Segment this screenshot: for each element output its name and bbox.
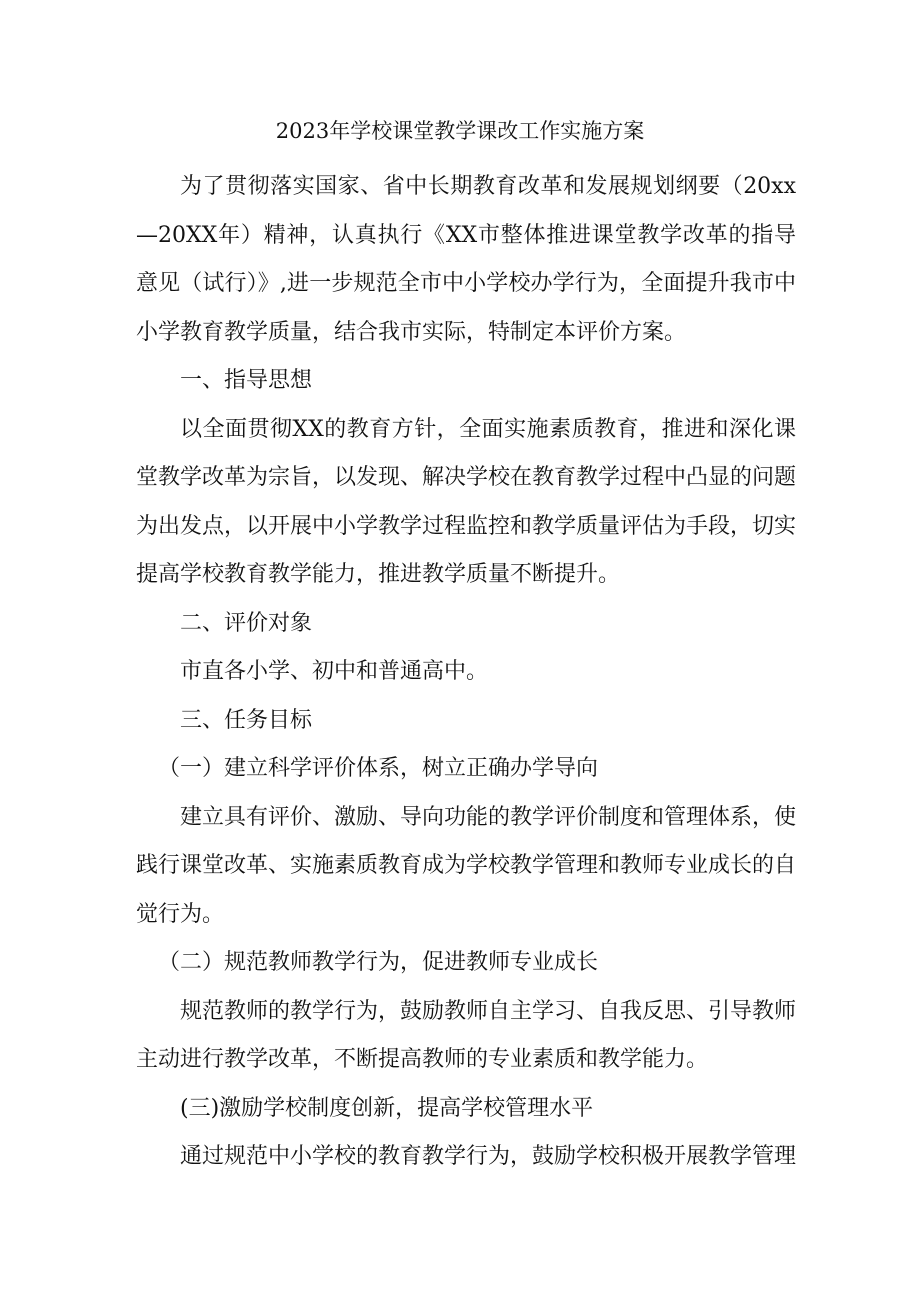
intro-paragraph: 为了贯彻落实国家、省中长期教育改革和发展规划纲要（20xx—20XX年）精神，认真执行《XX市整体推进课堂教学改革的指导意见（试行）》,进一步规范全市中小学校办学行为，全面提升我市中小学教育教学质量，结合我市实际，特制定本评价方案。	[136, 174, 796, 345]
subsection-heading-2: （二）规范教师教学行为，促进教师专业成长	[158, 950, 599, 975]
section-heading-evaluation-targets: 二、评价对象	[180, 610, 313, 636]
section-heading-task-goals: 三、任务目标	[180, 707, 313, 733]
evaluation-targets-paragraph: 市直各小学、初中和普通高中。	[180, 659, 489, 684]
subsection-1-paragraph: 建立具有评价、激励、导向功能的教学评价制度和管理体系，使践行课堂改革、实施素质教育成为学校教学管理和教师专业成长的自觉行为。	[136, 804, 797, 927]
subsection-heading-3: (三)激励学校制度创新，提高学校管理水平	[180, 1095, 594, 1121]
section-heading-guiding-ideology: 一、指导思想	[180, 368, 313, 393]
subsection-2-paragraph: 规范教师的教学行为，鼓励教师自主学习、自我反思、引导教师主动进行教学改革，不断提高教师的专业素质和教学能力。	[136, 998, 797, 1072]
guiding-ideology-paragraph: 以全面贯彻XX的教育方针，全面实施素质教育，推进和深化课堂教学改革为宗旨，以发现、解决学校在教育教学过程中凸显的问题为出发点，以开展中小学教学过程监控和教学质量评估为手段，切实提高学校教育教学能力，推进教学质量不断提升。	[136, 416, 797, 587]
subsection-heading-1: （一）建立科学评价体系，树立正确办学导向	[158, 756, 599, 781]
subsection-3-paragraph: 通过规范中小学校的教育教学行为，鼓励学校积极开展教学管理	[180, 1144, 797, 1169]
document-body	[136, 163, 796, 1182]
document-title: 2023年学校课堂教学课改工作实施方案	[275, 119, 645, 143]
